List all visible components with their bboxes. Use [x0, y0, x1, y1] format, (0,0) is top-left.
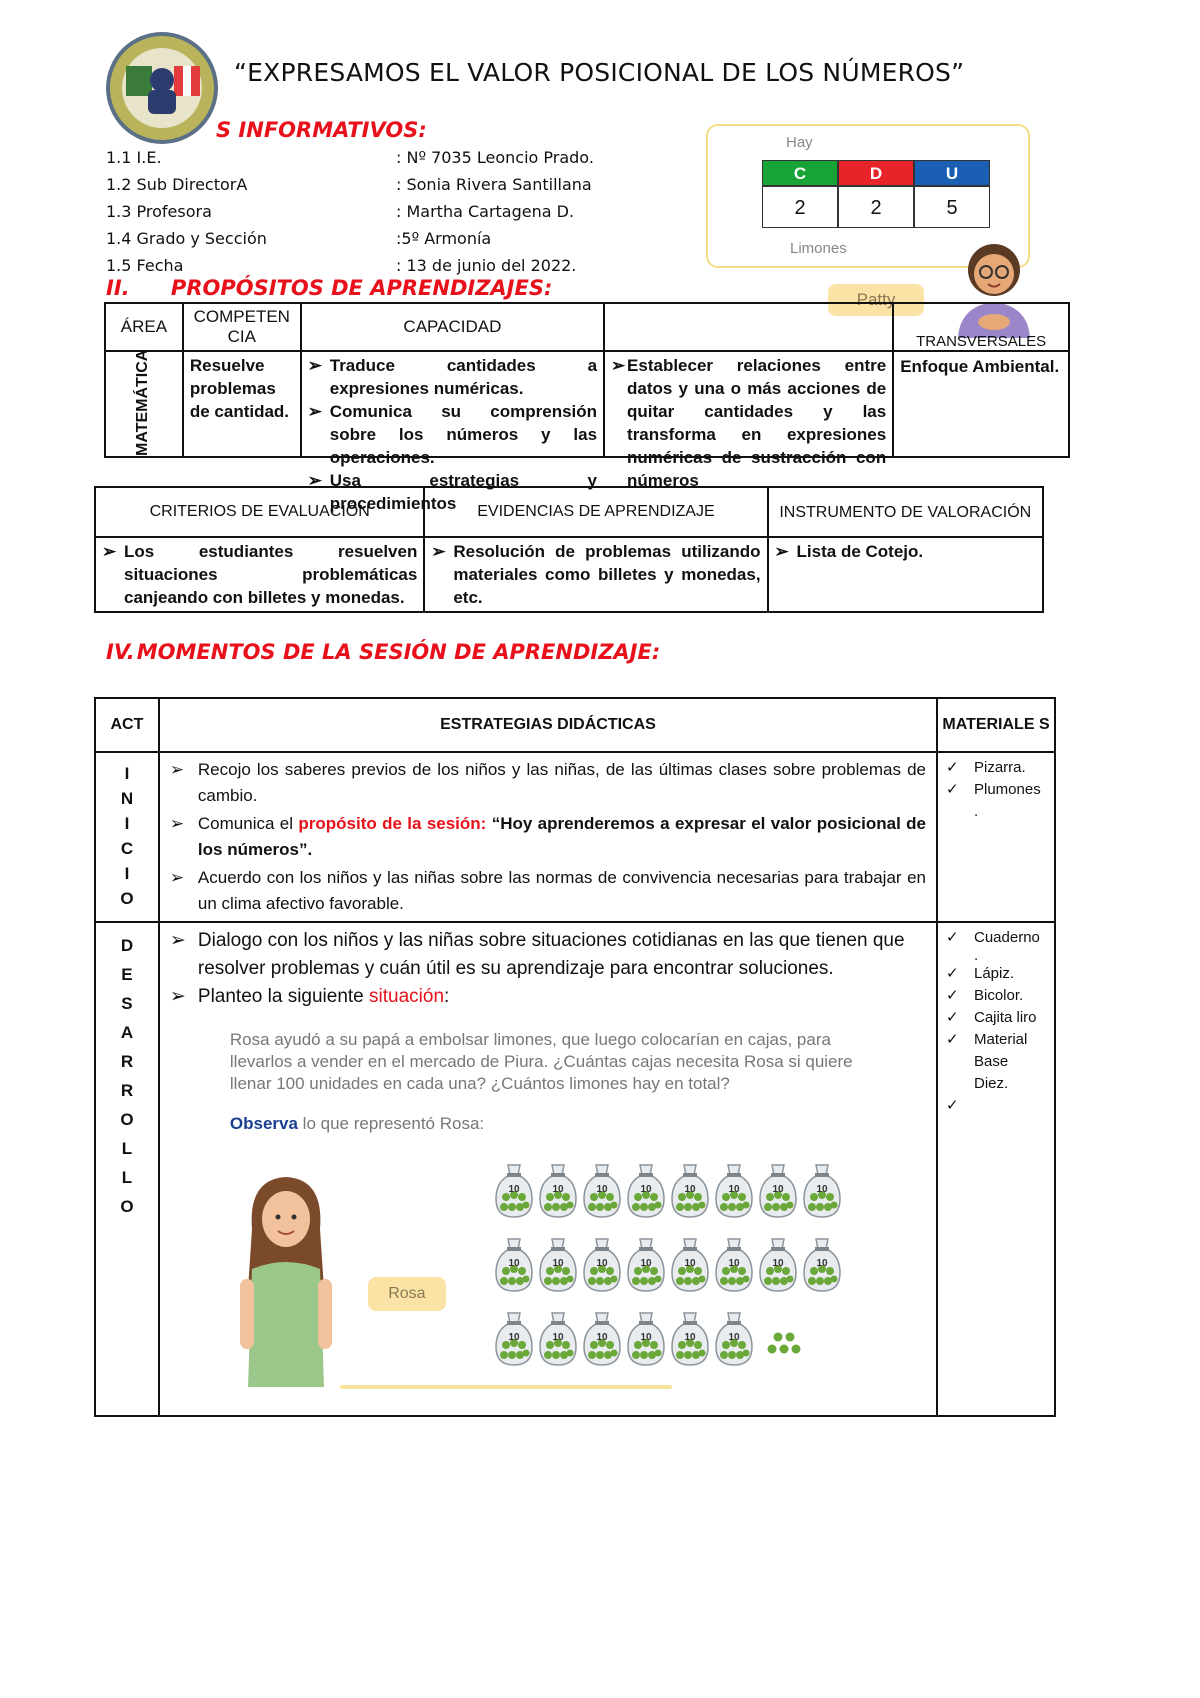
lemon-bag	[760, 1239, 796, 1291]
lemon-bags	[490, 1159, 870, 1389]
yellow-divider	[340, 1385, 672, 1389]
bag-label: 10	[684, 1332, 696, 1343]
info-row	[106, 144, 594, 171]
capacidad-item: ➢ Traduce cantidades a expresiones numéricas.	[307, 356, 598, 398]
info-key: 1.1 I.E.	[106, 148, 162, 167]
lemon-bag	[628, 1165, 664, 1217]
pv-top-label: Hay	[786, 134, 813, 151]
material-item: ✓ Cuaderno	[946, 927, 1046, 949]
material-item: ✓ Bicolor.	[946, 985, 1046, 1007]
header-evidencias: EVIDENCIAS DE APRENDIZAJE	[424, 487, 767, 537]
info-row	[106, 198, 594, 225]
checkmark-icon: ✓	[946, 987, 959, 1004]
header-estrategias: ESTRATEGIAS DIDÁCTICAS	[159, 698, 937, 752]
rosa-tag: Rosa	[368, 1277, 446, 1311]
info-row	[106, 171, 594, 198]
bag-label: 10	[772, 1184, 784, 1195]
arrow-icon: ➢	[611, 356, 626, 375]
lemon-bag	[496, 1239, 532, 1291]
info-key: 1.4 Grado y Sección	[106, 229, 267, 248]
lemon-bag	[496, 1165, 532, 1217]
bag-label: 10	[508, 1184, 520, 1195]
bag-label: 10	[684, 1184, 696, 1195]
bag-label: 10	[508, 1332, 520, 1343]
material-item: ✓ Plumones	[946, 779, 1046, 801]
info-key: 1.5 Fecha	[106, 256, 184, 275]
loose-lemon	[779, 1345, 788, 1354]
arrow-icon: ➢	[307, 471, 322, 490]
lemon-bag	[584, 1239, 620, 1291]
checkmark-icon: ✓	[946, 1009, 959, 1026]
evaluacion-table	[94, 486, 1044, 613]
section-momentos-heading	[106, 640, 660, 664]
header-criterios: CRITERIOS DE EVALUACIÓN	[95, 487, 424, 537]
lemon-bag	[672, 1165, 708, 1217]
bag-label: 10	[772, 1258, 784, 1269]
desarrollo-letters: D E S A R R O L L O	[95, 922, 159, 1416]
header-area: ÁREA	[105, 303, 183, 351]
bag-label: 10	[728, 1258, 740, 1269]
pv-header-d: D	[838, 160, 914, 186]
arrow-icon: ➢	[169, 986, 186, 1007]
area-cell	[105, 351, 183, 457]
desarrollo-materials	[937, 922, 1055, 1416]
bag-label: 10	[640, 1332, 652, 1343]
lemon-bag	[584, 1165, 620, 1217]
material-item: ✓ Material	[946, 1029, 1046, 1051]
lemon-bag	[760, 1165, 796, 1217]
capacidad-item: ➢ Usa estrategias y procedimientos	[307, 471, 598, 513]
info-key: 1.2 Sub DirectorA	[106, 175, 248, 194]
lemon-bag	[540, 1313, 576, 1365]
area-vertical-text: MATEMÁTICA	[134, 349, 151, 456]
pv-value-u: 5	[914, 186, 990, 228]
info-value: : Martha Cartagena D.	[396, 202, 575, 221]
desempeno-item: ➢ Establecer relaciones entre datos y una o más acciones de quitar cantidades y las transforma en expresiones numéricas de sustracción con números	[611, 356, 887, 490]
lemon-bag	[540, 1165, 576, 1217]
material-item: ✓ Lápiz.	[946, 963, 1046, 985]
desarrollo-item: ➢ Dialogo con los niños y las niñas sobre situaciones cotidianas en las que tienen que resolver problemas y cuán útil es su aprendizaje para encontrar soluciones.	[170, 927, 926, 983]
arrow-icon: ➢	[307, 356, 322, 375]
inicio-letters: I N I C I O	[95, 752, 159, 922]
pv-table	[762, 160, 990, 228]
material-item: Base	[974, 1053, 1009, 1070]
loose-lemon	[791, 1345, 800, 1354]
info-row	[106, 225, 594, 252]
arrow-icon: ➢	[169, 868, 185, 887]
story-text: Rosa ayudó a su papá a embolsar limones, que luego colocarían en cajas, para llevarlos a vender en el mercado de Piura. ¿Cuántas cajas necesita Rosa si quiere llenar 100 unidades en cada una? ¿Cuántos limones hay en total?	[229, 1030, 853, 1093]
lemon-bag	[672, 1313, 708, 1365]
lemon-bag	[672, 1239, 708, 1291]
material-item: .	[974, 803, 979, 820]
bag-label: 10	[816, 1258, 828, 1269]
lemon-bag	[804, 1165, 840, 1217]
bag-label: 10	[596, 1332, 608, 1343]
observe-line: Observa lo que representó Rosa:	[229, 1114, 485, 1133]
bag-label: 10	[552, 1258, 564, 1269]
capacidad-item: ➢ Comunica su comprensión sobre los números y las operaciones.	[307, 402, 598, 467]
inicio-item: ➢ Acuerdo con los niños y las niñas sobre las normas de convivencia necesarias para trabajar en un clima afectivo favorable.	[170, 865, 926, 917]
lemon-bag	[628, 1313, 664, 1365]
header-capacidad: CAPACIDAD	[301, 303, 604, 351]
lemon-bag	[540, 1239, 576, 1291]
header-transversales: TRANSVERSALES	[893, 303, 1069, 351]
section-title: MOMENTOS DE LA SESIÓN DE APRENDIZAJE:	[136, 640, 661, 664]
inicio-item: ➢ Comunica el propósito de la sesión: “Hoy aprenderemos a expresar el valor posicional de los números”.	[170, 811, 926, 863]
bag-label: 10	[552, 1332, 564, 1343]
inicio-item: ➢ Recojo los saberes previos de los niños y las niñas, de las últimas clases sobre problemas de cambio.	[170, 757, 926, 809]
bag-label: 10	[596, 1258, 608, 1269]
lemon-bag	[716, 1165, 752, 1217]
arrow-icon: ➢	[307, 402, 322, 421]
section-number: IV.	[106, 640, 135, 664]
enfoque-cell: Enfoque Ambiental.	[893, 351, 1069, 457]
info-value: :5º Armonía	[396, 229, 492, 248]
header-desempeno	[604, 303, 893, 351]
arrow-icon: ➢	[102, 542, 117, 561]
arrow-icon: ➢	[169, 760, 185, 779]
material-item: .	[974, 947, 979, 964]
section-title: PROPÓSITOS DE APRENDIZAJES:	[170, 276, 553, 300]
school-logo	[104, 30, 220, 146]
arrow-icon: ➢	[431, 542, 446, 561]
info-list	[106, 144, 594, 279]
document-title: “EXPRESAMOS EL VALOR POSICIONAL DE LOS NÚMEROS”	[234, 58, 965, 87]
loose-lemon	[773, 1333, 782, 1342]
checkmark-icon: ✓	[946, 929, 959, 946]
checkmark-icon: ✓	[946, 781, 959, 798]
desempeno-cell	[604, 351, 893, 490]
bag-label: 10	[728, 1332, 740, 1343]
capacidad-cell	[301, 351, 604, 513]
bag-label: 10	[684, 1258, 696, 1269]
header-act: ACT	[95, 698, 159, 752]
arrow-icon: ➢	[169, 930, 186, 951]
pv-value-d: 2	[838, 186, 914, 228]
rosa-illustration	[238, 1169, 334, 1387]
checkmark-icon: ✓	[946, 1031, 959, 1048]
lemon-bag	[496, 1313, 532, 1365]
pv-bottom-label: Limones	[790, 240, 847, 257]
material-item: ✓ Pizarra.	[946, 757, 1046, 779]
lemon-bag	[628, 1239, 664, 1291]
header-materiales: MATERIALE S	[937, 698, 1055, 752]
checkmark-icon: ✓	[946, 965, 959, 982]
info-value: : 13 de junio del 2022.	[396, 256, 577, 275]
checkmark-icon: ✓	[946, 1097, 959, 1114]
lemon-bag	[804, 1239, 840, 1291]
loose-lemon	[785, 1333, 794, 1342]
arrow-icon: ➢	[774, 542, 789, 561]
bag-label: 10	[596, 1184, 608, 1195]
inicio-strategies	[159, 752, 937, 922]
bag-label: 10	[816, 1184, 828, 1195]
header-instrumento: INSTRUMENTO DE VALORACIÓN	[768, 487, 1043, 537]
evidencia-cell: ➢ Resolución de problemas utilizando materiales como billetes y monedas, etc.	[424, 537, 767, 612]
inicio-materials	[937, 752, 1055, 922]
section-propositos-heading	[106, 276, 552, 300]
bag-label: 10	[640, 1258, 652, 1269]
desarrollo-strategies	[159, 922, 937, 1416]
bag-label: 10	[728, 1184, 740, 1195]
bag-label: 10	[508, 1258, 520, 1269]
lemon-bag	[584, 1313, 620, 1365]
info-value: : Sonia Rivera Santillana	[396, 175, 592, 194]
instrumento-cell: ➢ Lista de Cotejo.	[768, 537, 1043, 612]
section-informativos-heading: S INFORMATIVOS:	[216, 118, 427, 142]
info-key: 1.3 Profesora	[106, 202, 212, 221]
pv-header-c: C	[762, 160, 838, 186]
material-item: Diez.	[974, 1075, 1009, 1092]
info-value: : Nº 7035 Leoncio Prado.	[396, 148, 594, 167]
info-row	[106, 252, 594, 279]
lemon-bag	[716, 1313, 752, 1365]
pv-header-u: U	[914, 160, 990, 186]
bag-label: 10	[640, 1184, 652, 1195]
criterio-cell: ➢ Los estudiantes resuelven situaciones problemáticas canjeando con billetes y monedas.	[95, 537, 424, 612]
lemon-bag	[716, 1239, 752, 1291]
material-item	[946, 1095, 1046, 1117]
checkmark-icon: ✓	[946, 759, 959, 776]
momentos-table	[94, 697, 1056, 1417]
header-competencia: COMPETEN CIA	[183, 303, 301, 351]
section-number: II.	[106, 276, 130, 300]
patty-tag: Patty	[828, 284, 924, 316]
material-item: ✓ Cajita liro	[946, 1007, 1046, 1029]
arrow-icon: ➢	[169, 814, 185, 833]
loose-lemon	[767, 1345, 776, 1354]
desarrollo-item: ➢ Planteo la siguiente situación:	[170, 983, 926, 1011]
bag-label: 10	[552, 1184, 564, 1195]
competencia-cell: Resuelve problemas de cantidad.	[183, 351, 301, 457]
pv-value-c: 2	[762, 186, 838, 228]
